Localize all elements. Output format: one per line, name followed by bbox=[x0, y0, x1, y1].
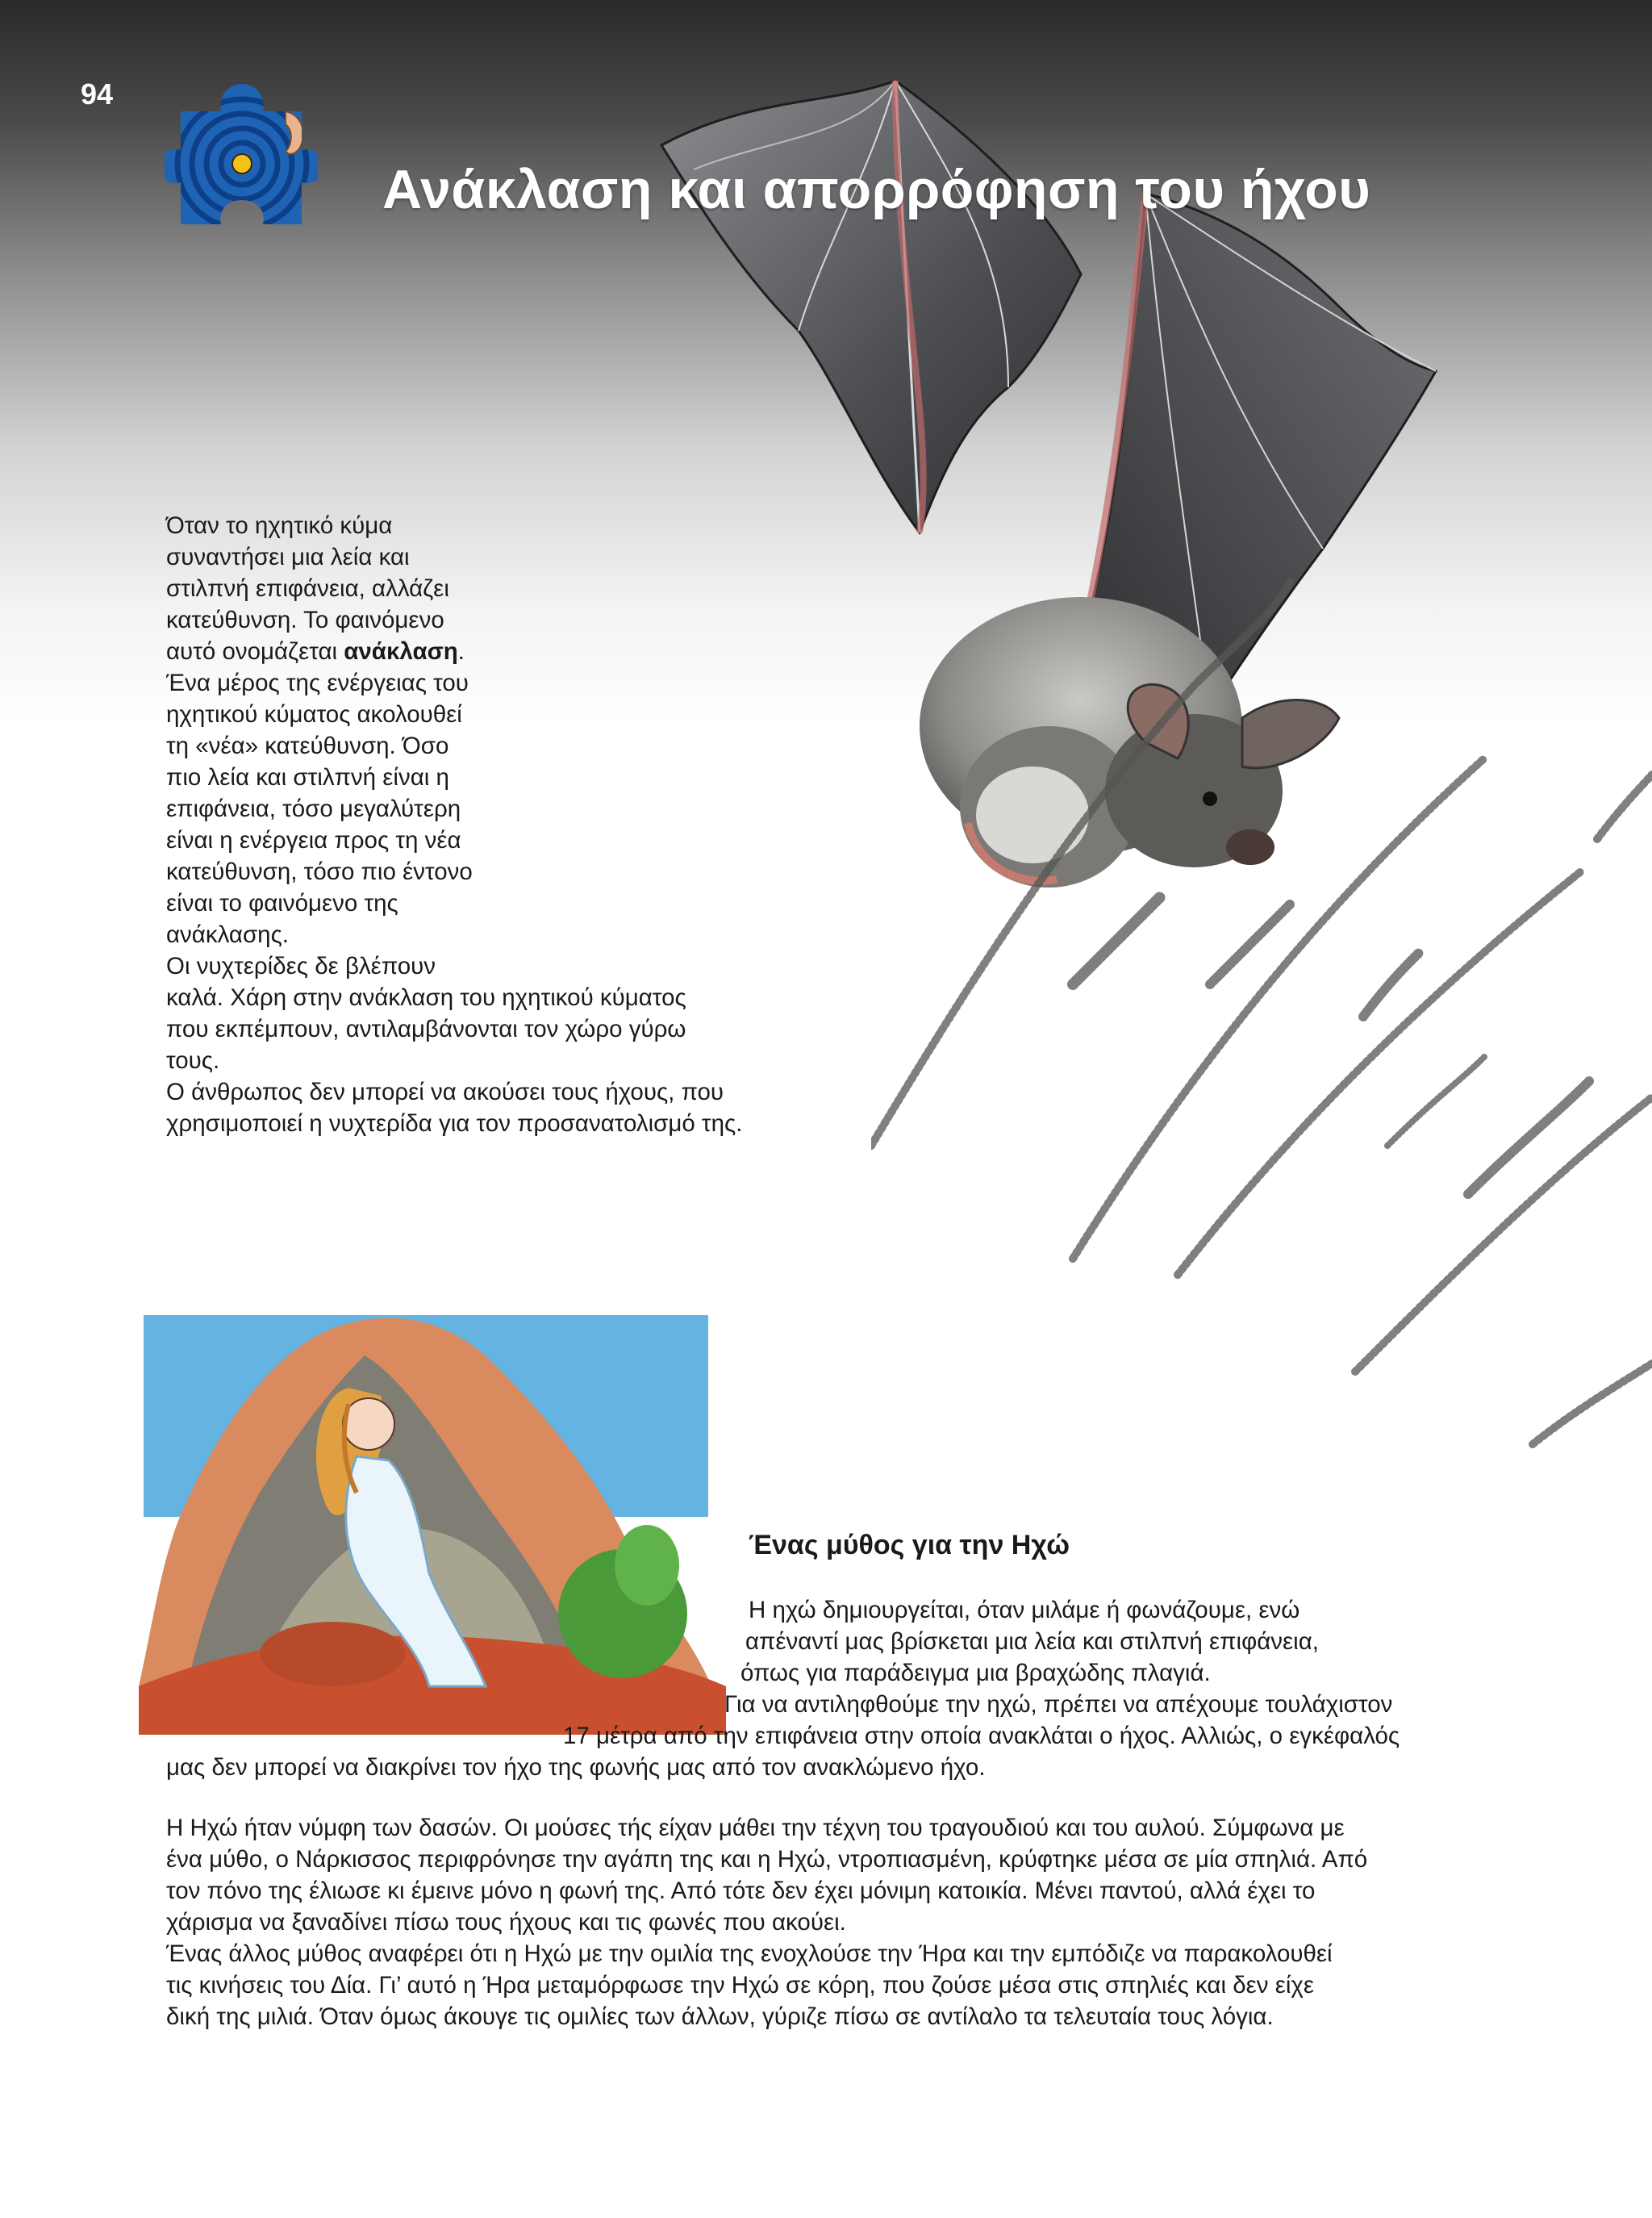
myth-text-line: τον πόνο της έλιωσε κι έμεινε μόνο η φωνή της. Από τότε δεν έχει μόνιμη κατοικία. Μένει παντού, αλλά έχει το bbox=[166, 1878, 1316, 1904]
myth-text-line: δική της μιλιά. Όταν όμως άκουγε τις ομιλίες των άλλων, γύριζε πίσω σε αντίλαλο τα τελευταία τους λόγια. bbox=[166, 2003, 1274, 2030]
intro-line: αυτό ονομάζεται bbox=[166, 638, 344, 665]
intro-line: στιλπνή επιφάνεια, αλλάζει bbox=[166, 575, 449, 602]
myth-line: 17 μέτρα από την επιφάνεια στην οποία ανακλάται ο ήχος. Αλλιώς, ο εγκέφαλός bbox=[563, 1723, 1400, 1749]
myth-text-line: Ένας άλλος μύθος αναφέρει ότι η Ηχώ με την ομιλία της ενοχλούσε την Ήρα και την εμπόδιζε να παρακολουθεί bbox=[166, 1940, 1333, 1967]
myth-line: μας δεν μπορεί να διακρίνει τον ήχο της φωνής μας από τον ανακλώμενο ήχο. bbox=[166, 1754, 986, 1781]
intro-line: τους. bbox=[166, 1047, 220, 1074]
myth-text-line: χάρισμα να ξαναδίνει πίσω τους ήχους και τις φωνές που ακούει. bbox=[166, 1909, 846, 1936]
intro-punctuation: . bbox=[457, 638, 465, 665]
intro-line: κατεύθυνση. Το φαινόμενο bbox=[166, 607, 444, 633]
intro-line: είναι η ενέργεια προς τη νέα bbox=[166, 827, 461, 854]
page-number: 94 bbox=[81, 77, 114, 111]
myth-line: Η ηχώ δημιουργείται, όταν μιλάμε ή φωνάζουμε, ενώ bbox=[749, 1597, 1300, 1623]
intro-line: επιφάνεια, τόσο μεγαλύτερη bbox=[166, 796, 461, 822]
cave-illustration bbox=[139, 1307, 726, 1735]
intro-line: ανάκλασης. bbox=[166, 921, 289, 948]
intro-line: ηχητικού κύματος ακολουθεί bbox=[166, 701, 462, 728]
sound-wave-strokes bbox=[871, 565, 1652, 1501]
intro-line: καλά. Χάρη στην ανάκλαση του ηχητικού κύματος bbox=[166, 984, 686, 1011]
myth-text-line: ένα μύθο, ο Νάρκισσος περιφρόνησε την αγάπη της και η Ηχώ, ντροπιασμένη, κρύφτηκε μέσα σε μία σπηλιά. Από bbox=[166, 1846, 1368, 1873]
puzzle-piece-icon bbox=[165, 79, 318, 232]
reflection-term: ανάκλαση bbox=[344, 638, 458, 665]
intro-line: είναι το φαινόμενο της bbox=[166, 890, 398, 917]
myth-text-line: τις κινήσεις του Δία. Γι’ αυτό η Ήρα μεταμόρφωσε την Ηχώ σε κόρη, που ζούσε μέσα στις σπηλιές και δεν είχε bbox=[166, 1972, 1315, 1999]
page-title: Ανάκλαση και απορρόφηση του ήχου bbox=[382, 159, 1371, 220]
intro-line: Ο άνθρωπος δεν μπορεί να ακούσει τους ήχους, που bbox=[166, 1079, 724, 1105]
intro-line: που εκπέμπουν, αντιλαμβάνονται τον χώρο γύρω bbox=[166, 1016, 686, 1042]
myth-paragraph bbox=[166, 1812, 1537, 2032]
intro-line: Οι νυχτερίδες δε βλέπουν bbox=[166, 953, 436, 980]
intro-line: κατεύθυνση, τόσο πιο έντονο bbox=[166, 858, 473, 885]
myth-line: απέναντί μας βρίσκεται μια λεία και στιλπνή επιφάνεια, bbox=[745, 1628, 1319, 1655]
myth-line: όπως για παράδειγμα μια βραχώδης πλαγιά. bbox=[740, 1660, 1211, 1686]
intro-line: συναντήσει μια λεία και bbox=[166, 544, 410, 570]
myth-line: Για να αντιληφθούμε την ηχώ, πρέπει να απέχουμε τουλάχιστον bbox=[724, 1691, 1393, 1718]
section-heading: Ένας μύθος για την Ηχώ bbox=[749, 1530, 1070, 1560]
intro-line: τη «νέα» κατεύθυνση. Όσο bbox=[166, 733, 449, 759]
myth-text-line: Η Ηχώ ήταν νύμφη των δασών. Οι μούσες τής είχαν μάθει την τέχνη του τραγουδιού και του αυλού. Σύμφωνα με bbox=[166, 1815, 1345, 1841]
intro-paragraph bbox=[166, 510, 876, 1139]
intro-line: πιο λεία και στιλπνή είναι η bbox=[166, 764, 449, 791]
intro-line: Όταν το ηχητικό κύμα bbox=[166, 512, 393, 539]
intro-line-with-term bbox=[166, 636, 521, 667]
intro-line: Ένα μέρος της ενέργειας του bbox=[166, 670, 469, 696]
intro-line: χρησιμοποιεί η νυχτερίδα για τον προσανατολισμό της. bbox=[166, 1110, 743, 1137]
